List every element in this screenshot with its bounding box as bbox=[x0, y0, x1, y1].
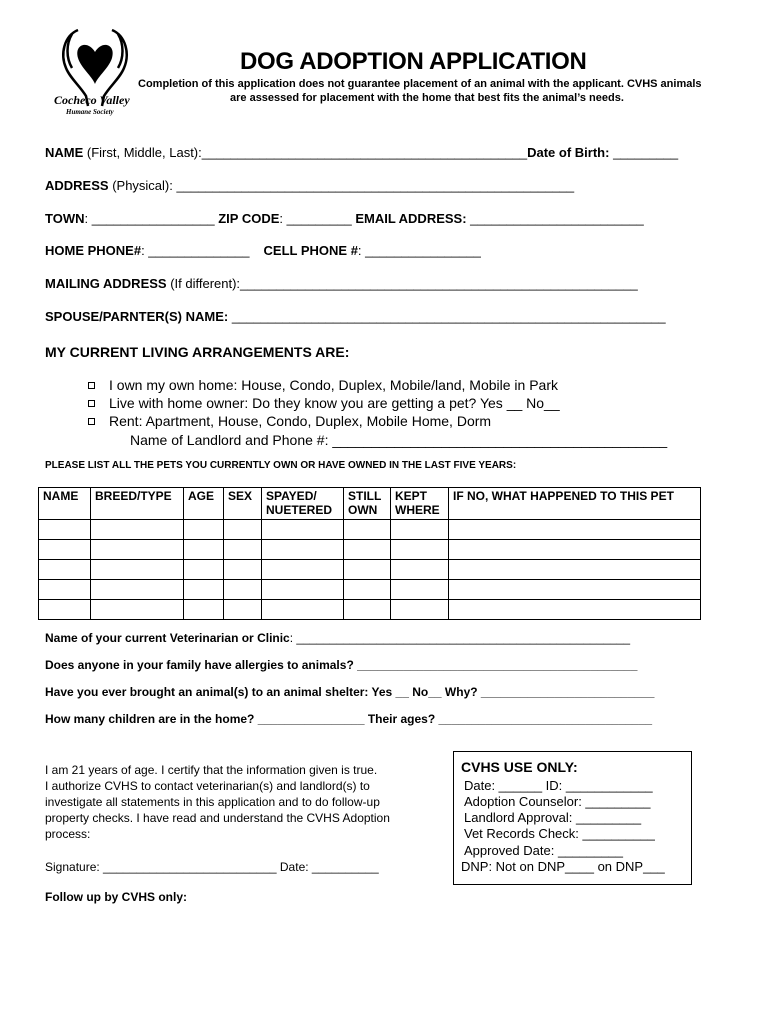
col-age: AGE bbox=[184, 488, 224, 520]
allergies-question[interactable]: Does anyone in your family have allergies to animals? __________________________________________ bbox=[45, 658, 638, 672]
spouse-row bbox=[45, 309, 666, 324]
landlord-field[interactable]: Name of Landlord and Phone #: ___________________________________________ bbox=[130, 432, 668, 448]
table-cell[interactable] bbox=[184, 560, 224, 580]
zip-label: ZIP CODE bbox=[218, 211, 280, 226]
certification-text bbox=[45, 762, 425, 842]
table-cell[interactable] bbox=[391, 540, 449, 560]
town-row bbox=[45, 211, 644, 226]
table-cell[interactable] bbox=[184, 520, 224, 540]
vet-blank[interactable]: : __________________________________________________ bbox=[289, 631, 631, 645]
table-cell[interactable] bbox=[39, 580, 91, 600]
pets-table bbox=[38, 487, 701, 620]
cell-phone-label: CELL PHONE # bbox=[263, 243, 358, 258]
table-cell[interactable] bbox=[224, 600, 262, 620]
table-cell[interactable] bbox=[91, 540, 184, 560]
table-row bbox=[39, 560, 701, 580]
vet-label: Name of your current Veterinarian or Clinic bbox=[45, 631, 290, 645]
table-cell[interactable] bbox=[262, 580, 344, 600]
table-cell[interactable] bbox=[39, 540, 91, 560]
living-option-rent[interactable] bbox=[88, 413, 491, 429]
col-name: NAME bbox=[39, 488, 91, 520]
cvhs-dnp[interactable]: DNP: Not on DNP____ on DNP___ bbox=[461, 859, 665, 874]
shelter-question[interactable]: Have you ever brought an animal(s) to an animal shelter: Yes __ No__ Why? __________________________ bbox=[45, 685, 655, 699]
living-option-label: I own my own home: House, Condo, Duplex, Mobile/land, Mobile in Park bbox=[109, 377, 558, 393]
heart-icon bbox=[77, 45, 112, 84]
table-cell[interactable] bbox=[91, 560, 184, 580]
certify-line: investigate all statements in this application and to do follow-up bbox=[45, 795, 380, 809]
certify-line: process: bbox=[45, 827, 91, 841]
table-cell[interactable] bbox=[184, 540, 224, 560]
subtitle-line-1: Completion of this application does not guarantee placement of an animal with the applicant. CVHS animals bbox=[138, 78, 702, 90]
address-label: ADDRESS bbox=[45, 178, 109, 193]
cell-phone-blank[interactable]: : ________________ bbox=[357, 243, 481, 258]
home-phone-blank[interactable]: : ______________ bbox=[141, 243, 250, 258]
logo-text-2: Humane Society bbox=[66, 108, 114, 116]
email-label: EMAIL ADDRESS: bbox=[355, 211, 467, 226]
checkbox-icon[interactable] bbox=[88, 400, 95, 407]
logo-text-1: Cocheco Valley bbox=[54, 93, 130, 107]
table-cell[interactable] bbox=[344, 520, 391, 540]
table-cell[interactable] bbox=[184, 580, 224, 600]
table-cell[interactable] bbox=[449, 580, 701, 600]
town-blank[interactable]: : _________________ bbox=[84, 211, 219, 226]
table-cell[interactable] bbox=[39, 600, 91, 620]
table-cell[interactable] bbox=[344, 600, 391, 620]
address-row bbox=[45, 178, 574, 193]
mailing-blank[interactable]: (If different):_______________________________________________________ bbox=[166, 276, 638, 291]
table-cell[interactable] bbox=[344, 560, 391, 580]
table-cell[interactable] bbox=[262, 560, 344, 580]
checkbox-icon[interactable] bbox=[88, 382, 95, 389]
table-cell[interactable] bbox=[262, 600, 344, 620]
living-option-own[interactable] bbox=[88, 377, 558, 393]
followup-label: Follow up by CVHS only: bbox=[45, 890, 187, 904]
table-cell[interactable] bbox=[449, 520, 701, 540]
table-row bbox=[39, 580, 701, 600]
table-cell[interactable] bbox=[91, 520, 184, 540]
table-cell[interactable] bbox=[224, 520, 262, 540]
cvhs-box-title: CVHS USE ONLY: bbox=[461, 759, 578, 775]
pets-section-title: PLEASE LIST ALL THE PETS YOU CURRENTLY OWN OR HAVE OWNED IN THE LAST FIVE YEARS: bbox=[45, 460, 517, 471]
table-cell[interactable] bbox=[449, 560, 701, 580]
spouse-blank[interactable]: ____________________________________________________________ bbox=[228, 309, 666, 324]
table-cell[interactable] bbox=[91, 600, 184, 620]
table-cell[interactable] bbox=[391, 560, 449, 580]
mailing-label: MAILING ADDRESS bbox=[45, 276, 167, 291]
name-row bbox=[45, 145, 678, 160]
col-what-happened: IF NO, WHAT HAPPENED TO THIS PET bbox=[449, 488, 701, 520]
cvhs-counselor[interactable]: Adoption Counselor: _________ bbox=[464, 794, 651, 809]
certify-line: property checks. I have read and understand the CVHS Adoption bbox=[45, 811, 390, 825]
table-cell[interactable] bbox=[449, 600, 701, 620]
col-breed: BREED/TYPE bbox=[91, 488, 184, 520]
table-cell[interactable] bbox=[344, 580, 391, 600]
living-option-label: Rent: Apartment, House, Condo, Duplex, Mobile Home, Dorm bbox=[109, 413, 492, 429]
signature-field[interactable]: Signature: __________________________ Date: __________ bbox=[45, 860, 379, 874]
dob-blank[interactable]: _________ bbox=[609, 145, 679, 160]
name-blank[interactable]: (First, Middle, Last):_____________________________________________ bbox=[83, 145, 528, 160]
cvhs-approved[interactable]: Approved Date: _________ bbox=[464, 843, 624, 858]
table-row bbox=[39, 600, 701, 620]
address-blank[interactable]: (Physical): _______________________________________________________ bbox=[108, 178, 575, 193]
cvhs-vet[interactable]: Vet Records Check: __________ bbox=[464, 826, 655, 841]
checkbox-icon[interactable] bbox=[88, 418, 95, 425]
vet-question[interactable] bbox=[45, 631, 630, 645]
email-blank[interactable]: ________________________ bbox=[466, 211, 644, 226]
certify-line: I authorize CVHS to contact veterinarian(s) and landlord(s) to bbox=[45, 779, 370, 793]
town-label: TOWN bbox=[45, 211, 85, 226]
table-cell[interactable] bbox=[224, 580, 262, 600]
table-cell[interactable] bbox=[344, 540, 391, 560]
table-cell[interactable] bbox=[449, 540, 701, 560]
pets-table-header bbox=[39, 488, 701, 520]
table-cell[interactable] bbox=[91, 580, 184, 600]
zip-blank[interactable]: : _________ bbox=[279, 211, 356, 226]
living-option-with-owner[interactable] bbox=[88, 395, 560, 411]
table-cell[interactable] bbox=[224, 540, 262, 560]
col-kept-where: KEPT WHERE bbox=[391, 488, 449, 520]
col-still-own: STILL OWN bbox=[344, 488, 391, 520]
living-arrangements-title: MY CURRENT LIVING ARRANGEMENTS ARE: bbox=[45, 344, 350, 360]
table-cell[interactable] bbox=[262, 540, 344, 560]
phone-row bbox=[45, 243, 481, 258]
table-cell[interactable] bbox=[39, 520, 91, 540]
table-cell[interactable] bbox=[391, 520, 449, 540]
table-cell[interactable] bbox=[262, 520, 344, 540]
name-label: NAME bbox=[45, 145, 84, 160]
col-spayed: SPAYED/ NUETERED bbox=[262, 488, 344, 520]
cvhs-landlord[interactable]: Landlord Approval: _________ bbox=[464, 810, 642, 825]
subtitle-line-2: are assessed for placement with the home that best fits the animal’s needs. bbox=[230, 92, 624, 104]
col-sex: SEX bbox=[224, 488, 262, 520]
mailing-row bbox=[45, 276, 638, 291]
cvhs-use-only-box bbox=[453, 751, 692, 885]
living-option-label: Live with home owner: Do they know you are getting a pet? Yes __ No__ bbox=[109, 395, 560, 411]
certify-line: I am 21 years of age. I certify that the information given is true. bbox=[45, 763, 378, 777]
table-cell[interactable] bbox=[224, 560, 262, 580]
home-phone-label: HOME PHONE# bbox=[45, 243, 142, 258]
dob-label: Date of Birth: bbox=[527, 145, 610, 160]
table-cell[interactable] bbox=[39, 560, 91, 580]
table-row bbox=[39, 520, 701, 540]
table-cell[interactable] bbox=[391, 600, 449, 620]
page-title: DOG ADOPTION APPLICATION bbox=[240, 48, 587, 75]
table-cell[interactable] bbox=[184, 600, 224, 620]
table-cell[interactable] bbox=[391, 580, 449, 600]
cvhs-date-id[interactable]: Date: ______ ID: ____________ bbox=[464, 778, 653, 793]
cvhs-logo bbox=[50, 22, 140, 122]
children-question[interactable]: How many children are in the home? ________________ Their ages? ________________________________ bbox=[45, 712, 653, 726]
spouse-label: SPOUSE/PARNTER(S) NAME: bbox=[45, 309, 229, 324]
table-row bbox=[39, 540, 701, 560]
